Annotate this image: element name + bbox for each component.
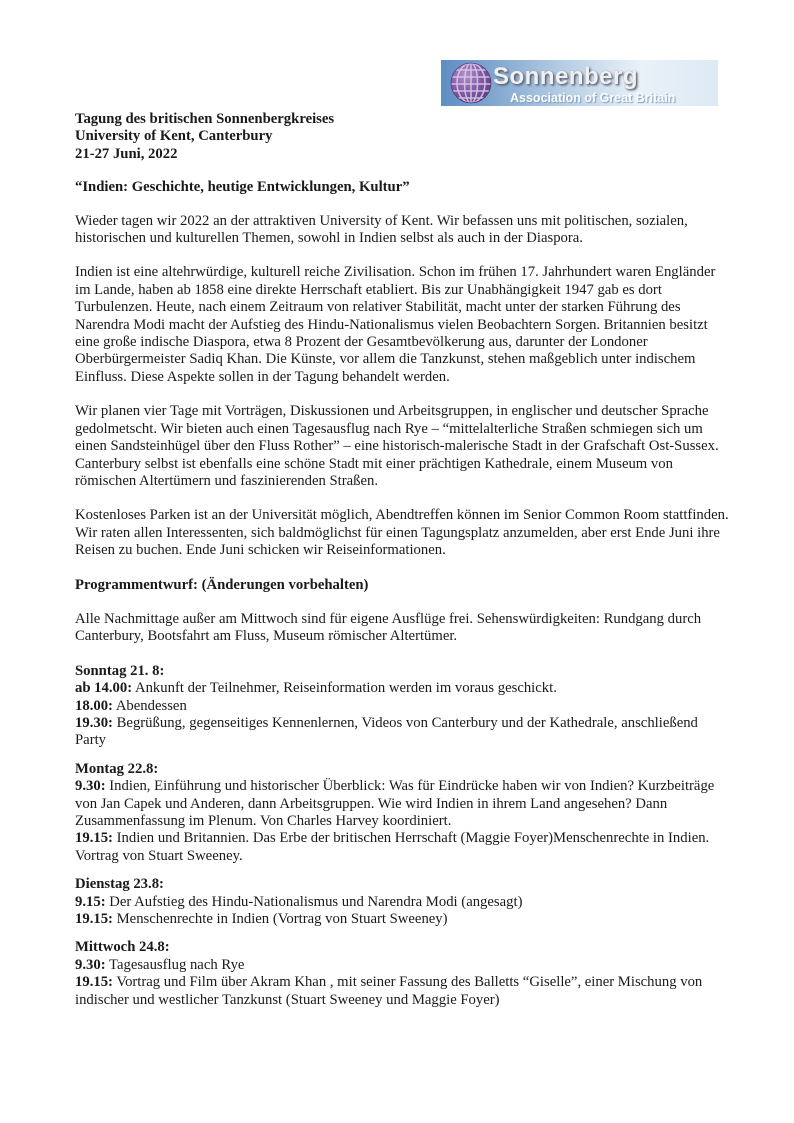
schedule-item [75, 974, 732, 1009]
item-text: Menschenrechte in Indien (Vortrag von Stuart Sweeney) [112, 911, 448, 928]
day-section-sonntag [75, 663, 732, 750]
time-label: 19.15: [75, 974, 113, 991]
day-title: Mittwoch 24.8: [75, 939, 170, 956]
time-label: 9.30: [75, 956, 106, 973]
topic-heading: “Indien: Geschichte, heutige Entwicklungen, Kultur” [75, 179, 410, 196]
time-label: 19.15: [75, 911, 113, 928]
doc-location-line: University of Kent, Canterbury [75, 128, 273, 145]
day-section-montag [75, 761, 732, 865]
time-label: ab 14.00: [75, 680, 133, 697]
day-title: Sonntag 21. 8: [75, 662, 165, 679]
schedule-item [75, 680, 732, 697]
schedule-item [75, 957, 732, 974]
doc-date-line: 21-27 Juni, 2022 [75, 145, 178, 162]
day-section-dienstag [75, 876, 732, 928]
time-label: 18.00: [75, 697, 113, 714]
logo-title: Sonnenberg [493, 63, 639, 90]
schedule-item [75, 911, 732, 928]
item-text: Tagesausflug nach Rye [105, 956, 245, 973]
item-text: Ankunft der Teilnehmer, Reiseinformation werden im voraus geschickt. [132, 680, 557, 697]
schedule-item [75, 778, 732, 830]
logo-banner [441, 60, 718, 106]
intro-paragraph: Wieder tagen wir 2022 an der attraktiven University of Kent. Wir befassen uns mit politischen, sozialen, historischen und kulturellen Themen, sowohl in Indien selbst als auch in der Diaspora. [75, 212, 688, 247]
time-label: 9.15: [75, 893, 106, 910]
time-label: 9.30: [75, 778, 106, 795]
program-heading: Programmentwurf: (Änderungen vorbehalten) [75, 576, 369, 593]
schedule-item [75, 698, 732, 715]
day-title: Montag 22.8: [75, 760, 159, 777]
globe-icon [450, 62, 492, 104]
intro-paragraph: Wir planen vier Tage mit Vorträgen, Diskussionen und Arbeitsgruppen, in englischer und deutscher Sprache gedolmetscht. Wir bieten auch einen Tagesausflug nach Rye – “mittelalterliche Straßen schmiegen sich um einen Sandsteinhügel über den Fluss Rother” – eine historisch-malerische Stadt in der Grafschaft Ost-Sussex. Canterbury selbst ist ebenfalls eine schöne Stadt mit einer prächtigen Kathedrale, einem Museum von römischen Altertümern und faszinierenden Straßen. [75, 403, 719, 489]
time-label: 19.30: [75, 714, 113, 731]
intro-paragraph: Indien ist eine altehrwürdige, kulturell reiche Zivilisation. Schon im frühen 17. Jahrhundert waren Engländer im Lande, haben ab 1858 eine direkte Herrschaft etabliert. Bis zur Unabhängigkeit 1947 gab es dort Turbulenzen. Heute, nach einem Zeitraum von relativer Stabilität, macht unter der starken Führung des Narendra Modi macht der Aufstieg des Hindu-Nationalismus vielen Beobachtern Sorgen. Britannien besitzt eine große indische Diaspora, etwa 8 Prozent der Gesamtbevölkerung aus, darunter der Londoner Oberbürgermeister Sadiq Khan. Die Künste, vor allem die Tanzkunst, stehen maßgeblich unter indischem Einfluss. Diese Aspekte sollen in der Tagung behandelt werden. [75, 264, 716, 385]
item-text: Vortrag und Film über Akram Khan , mit seiner Fassung des Balletts “Giselle”, einer Mischung von indischer und westlicher Tanzkunst (Stuart Sweeney und Maggie Foyer) [75, 974, 703, 1008]
item-text: Indien, Einführung und historischer Überblick: Was für Eindrücke haben wir von Indien? Kurzbeiträge von Jan Capek und Anderen, dann Arbeitsgruppen. Wie wird Indien in ihrem Land angesehen? Dann Zusammenfassung im Plenum. Von Charles Harvey koordiniert. [75, 778, 715, 829]
intro-paragraph: Kostenloses Parken ist an der Universität möglich, Abendtreffen können im Senior Common Room stattfinden. Wir raten allen Interessenten, sich baldmöglichst für einen Tagungsplatz anzumelden, aber erst Ende Juni ihre Reisen zu buchen. Ende Juni schicken wir Reiseinformationen. [75, 507, 729, 559]
day-title: Dienstag 23.8: [75, 876, 164, 893]
logo-subtitle: Association of Great Britain [510, 91, 676, 105]
item-text: Abendessen [112, 697, 187, 714]
doc-header [75, 111, 732, 163]
schedule-item [75, 830, 732, 865]
doc-title-line: Tagung des britischen Sonnenbergkreises [75, 111, 335, 127]
schedule-item [75, 715, 732, 750]
document-content [75, 111, 732, 1020]
item-text: Begrüßung, gegenseitiges Kennenlernen, Videos von Canterbury und der Kathedrale, anschließend Party [75, 714, 698, 749]
day-section-mittwoch [75, 939, 732, 1009]
schedule-item [75, 894, 732, 911]
item-text: Der Aufstieg des Hindu-Nationalismus und Narendra Modi (angesagt) [105, 893, 523, 910]
time-label: 19.15: [75, 830, 113, 847]
program-note: Alle Nachmittage außer am Mittwoch sind für eigene Ausflüge frei. Sehenswürdigkeiten: Rundgang durch Canterbury, Bootsfahrt am Fluss, Museum römischer Altertümer. [75, 610, 702, 645]
item-text: Indien und Britannien. Das Erbe der britischen Herrschaft (Maggie Foyer)Menschenrechte in Indien. Vortrag von Stuart Sweeney. [75, 830, 710, 864]
